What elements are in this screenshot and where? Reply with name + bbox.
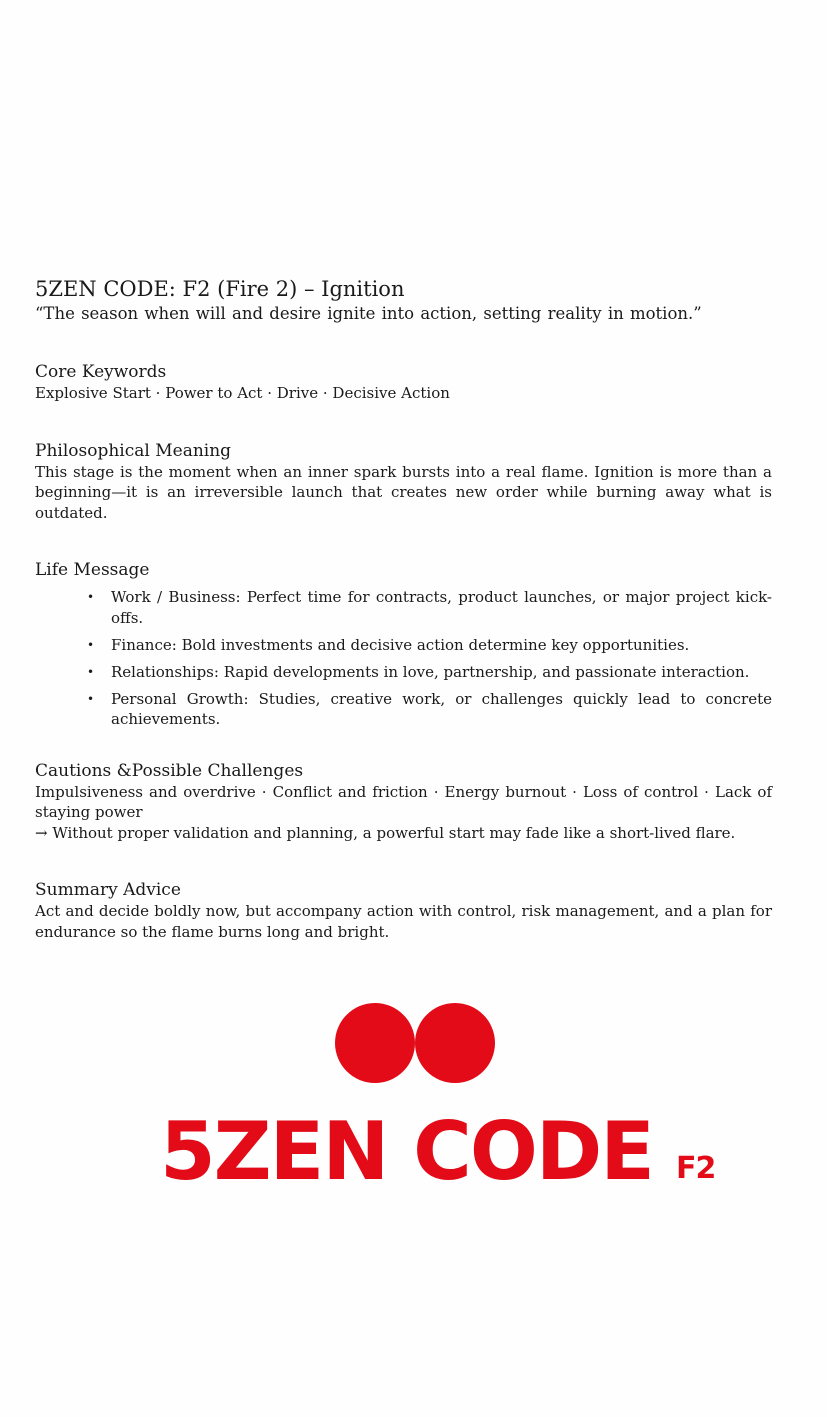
- life-message-list: [35, 587, 772, 730]
- summary-advice-heading: Summary Advice: [35, 880, 181, 900]
- cautions-text: Impulsiveness and overdrive · Conflict and friction · Energy burnout · Loss of control · Lack of staying power: [35, 782, 772, 821]
- brand-logo: [0, 1003, 827, 1198]
- core-keywords-section: [35, 361, 772, 404]
- philosophical-meaning-text: This stage is the moment when an inner spark bursts into a real flame. Ignition is more than a beginning—it is an irreversible launch that creates new order while burning away what is outdated.: [35, 462, 772, 522]
- list-item: • Relationships: Rapid developments in love, partnership, and passionate interaction.: [87, 662, 772, 683]
- page-subtitle: “The season when will and desire ignite into action, setting reality in motion.”: [35, 304, 702, 323]
- life-message-section: [35, 559, 772, 730]
- life-message-heading: Life Message: [35, 560, 150, 580]
- logo-circle-left-icon: [335, 1003, 415, 1083]
- summary-advice-section: [35, 879, 772, 942]
- philosophical-meaning-section: [35, 440, 772, 524]
- logo-circle-right-icon: [415, 1003, 495, 1083]
- logo-wordmark: 5ZEN CODE: [160, 1105, 653, 1198]
- logo-suffix: F2: [676, 1151, 716, 1186]
- philosophical-meaning-heading: Philosophical Meaning: [35, 440, 232, 461]
- list-item: • Work / Business: Perfect time for contracts, product launches, or major project kick-offs.: [87, 587, 772, 628]
- cautions-note: → Without proper validation and planning, a powerful start may fade like a short-lived flare.: [35, 823, 736, 842]
- list-item: • Finance: Bold investments and decisive action determine key opportunities.: [87, 635, 772, 656]
- page-title: 5ZEN CODE: F2 (Fire 2) – Ignition: [35, 277, 405, 301]
- cautions-section: [35, 760, 772, 844]
- list-item: • Personal Growth: Studies, creative work, or challenges quickly lead to concrete achievements.: [87, 689, 772, 730]
- cautions-heading: Cautions &Possible Challenges: [35, 760, 304, 781]
- core-keywords-heading: Core Keywords: [35, 362, 167, 382]
- document-content: [35, 275, 772, 942]
- core-keywords-text: Explosive Start · Power to Act · Drive · Decisive Action: [35, 384, 450, 402]
- summary-advice-text: Act and decide boldly now, but accompany action with control, risk management, and a plan for endurance so the flame burns long and bright.: [35, 902, 772, 941]
